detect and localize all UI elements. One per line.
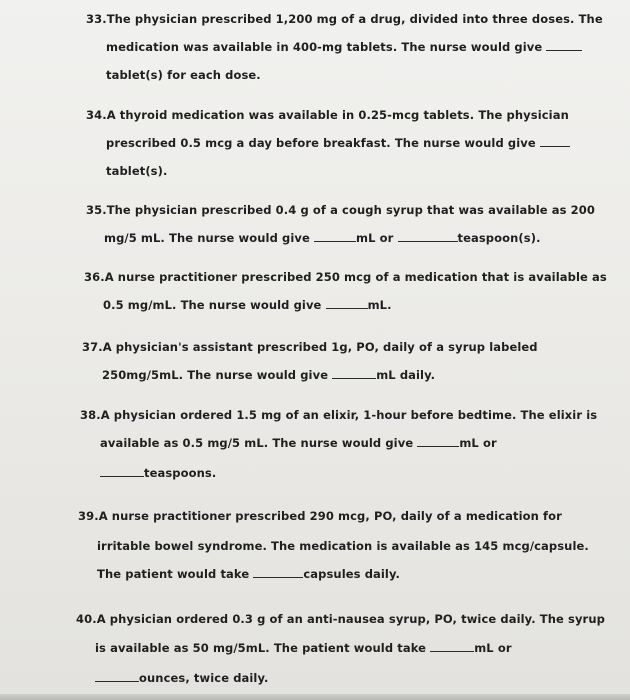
question-38-text-3: mL or xyxy=(459,436,497,450)
question-35-number: 35. xyxy=(86,203,107,217)
question-38-text-2: available as 0.5 mg/5 mL. The nurse would give xyxy=(100,436,414,450)
question-40-number: 40. xyxy=(76,612,97,626)
answer-blank[interactable] xyxy=(417,436,459,447)
question-36-text-2: 0.5 mg/mL. The nurse would give xyxy=(103,298,322,312)
question-36-text-1: A nurse practitioner prescribed 250 mcg of a medication that is available as xyxy=(104,270,607,284)
question-37-text-1: A physician's assistant prescribed 1g, PO, daily of a syrup labeled xyxy=(102,340,538,354)
question-33-text-3: tablet(s) for each dose. xyxy=(106,68,261,82)
question-33-line-1 xyxy=(86,12,603,26)
page-edge xyxy=(0,694,630,700)
answer-blank[interactable] xyxy=(540,136,570,147)
answer-blank[interactable] xyxy=(326,298,368,309)
question-37-text-2: 250mg/5mL. The nurse would give xyxy=(102,368,329,382)
question-38-text-1: A physician ordered 1.5 mg of an elixir, 1-hour before bedtime. The elixir is xyxy=(100,408,598,422)
question-33-text-2: medication was available in 400-mg tablets. The nurse would give xyxy=(106,40,543,54)
question-38-line-2 xyxy=(100,436,497,450)
answer-blank[interactable] xyxy=(398,231,458,242)
question-33-number: 33. xyxy=(86,12,107,26)
question-36-line-1 xyxy=(84,270,607,284)
question-40-text-3: mL or xyxy=(474,641,512,655)
question-39-line-1 xyxy=(78,509,562,523)
answer-blank[interactable] xyxy=(100,466,144,477)
question-38-text-4: teaspoons. xyxy=(144,466,217,480)
question-39-text-4: capsules daily. xyxy=(303,567,400,581)
question-35-line-2 xyxy=(104,231,541,245)
answer-blank[interactable] xyxy=(430,641,474,652)
question-34-line-1 xyxy=(86,108,569,122)
question-35-text-3: mL or xyxy=(356,231,394,245)
question-34-line-2 xyxy=(106,136,570,150)
question-33-text-1: The physician prescribed 1,200 mg of a drug, divided into three doses. The xyxy=(106,12,603,26)
question-34-text-2: prescribed 0.5 mcg a day before breakfast. The nurse would give xyxy=(106,136,536,150)
question-34-text-3: tablet(s). xyxy=(106,164,168,178)
question-36-line-2 xyxy=(103,298,392,312)
question-40-text-1: A physician ordered 0.3 g of an anti-nausea syrup, PO, twice daily. The syrup xyxy=(96,612,605,626)
question-40-line-3 xyxy=(95,671,268,685)
question-35-text-4: teaspoon(s). xyxy=(457,231,541,245)
question-38-line-1 xyxy=(80,408,597,422)
question-39-text-3: The patient would take xyxy=(97,567,250,581)
question-35-line-1 xyxy=(86,203,595,217)
question-37-number: 37. xyxy=(82,340,103,354)
question-35-text-1: The physician prescribed 0.4 g of a cough syrup that was available as 200 xyxy=(106,203,595,217)
question-39-line-3 xyxy=(97,567,400,581)
answer-blank[interactable] xyxy=(314,231,356,242)
question-40-line-1 xyxy=(76,612,605,626)
question-38-line-3 xyxy=(100,466,216,480)
question-38-number: 38. xyxy=(80,408,101,422)
question-36-text-3: mL. xyxy=(367,298,392,312)
question-37-text-3: mL daily. xyxy=(376,368,436,382)
question-33-line-2 xyxy=(106,40,582,54)
question-34-number: 34. xyxy=(86,108,107,122)
question-39-text-2: irritable bowel syndrome. The medication is available as 145 mcg/capsule. xyxy=(97,539,589,553)
question-34-line-3 xyxy=(106,164,167,178)
question-34-text-1: A thyroid medication was available in 0.25-mcg tablets. The physician xyxy=(106,108,569,122)
answer-blank[interactable] xyxy=(253,567,303,578)
question-39-number: 39. xyxy=(78,509,99,523)
question-33-line-3 xyxy=(106,68,261,82)
question-40-text-2: is available as 50 mg/5mL. The patient would take xyxy=(95,641,427,655)
question-35-text-2: mg/5 mL. The nurse would give xyxy=(104,231,310,245)
question-39-text-1: A nurse practitioner prescribed 290 mcg, PO, daily of a medication for xyxy=(98,509,562,523)
question-37-line-2 xyxy=(102,368,435,382)
question-39-line-2 xyxy=(97,539,589,553)
answer-blank[interactable] xyxy=(546,40,582,51)
question-40-text-4: ounces, twice daily. xyxy=(139,671,269,685)
question-40-line-2 xyxy=(95,641,512,655)
answer-blank[interactable] xyxy=(95,671,139,682)
answer-blank[interactable] xyxy=(332,368,376,379)
question-37-line-1 xyxy=(82,340,538,354)
question-36-number: 36. xyxy=(84,270,105,284)
